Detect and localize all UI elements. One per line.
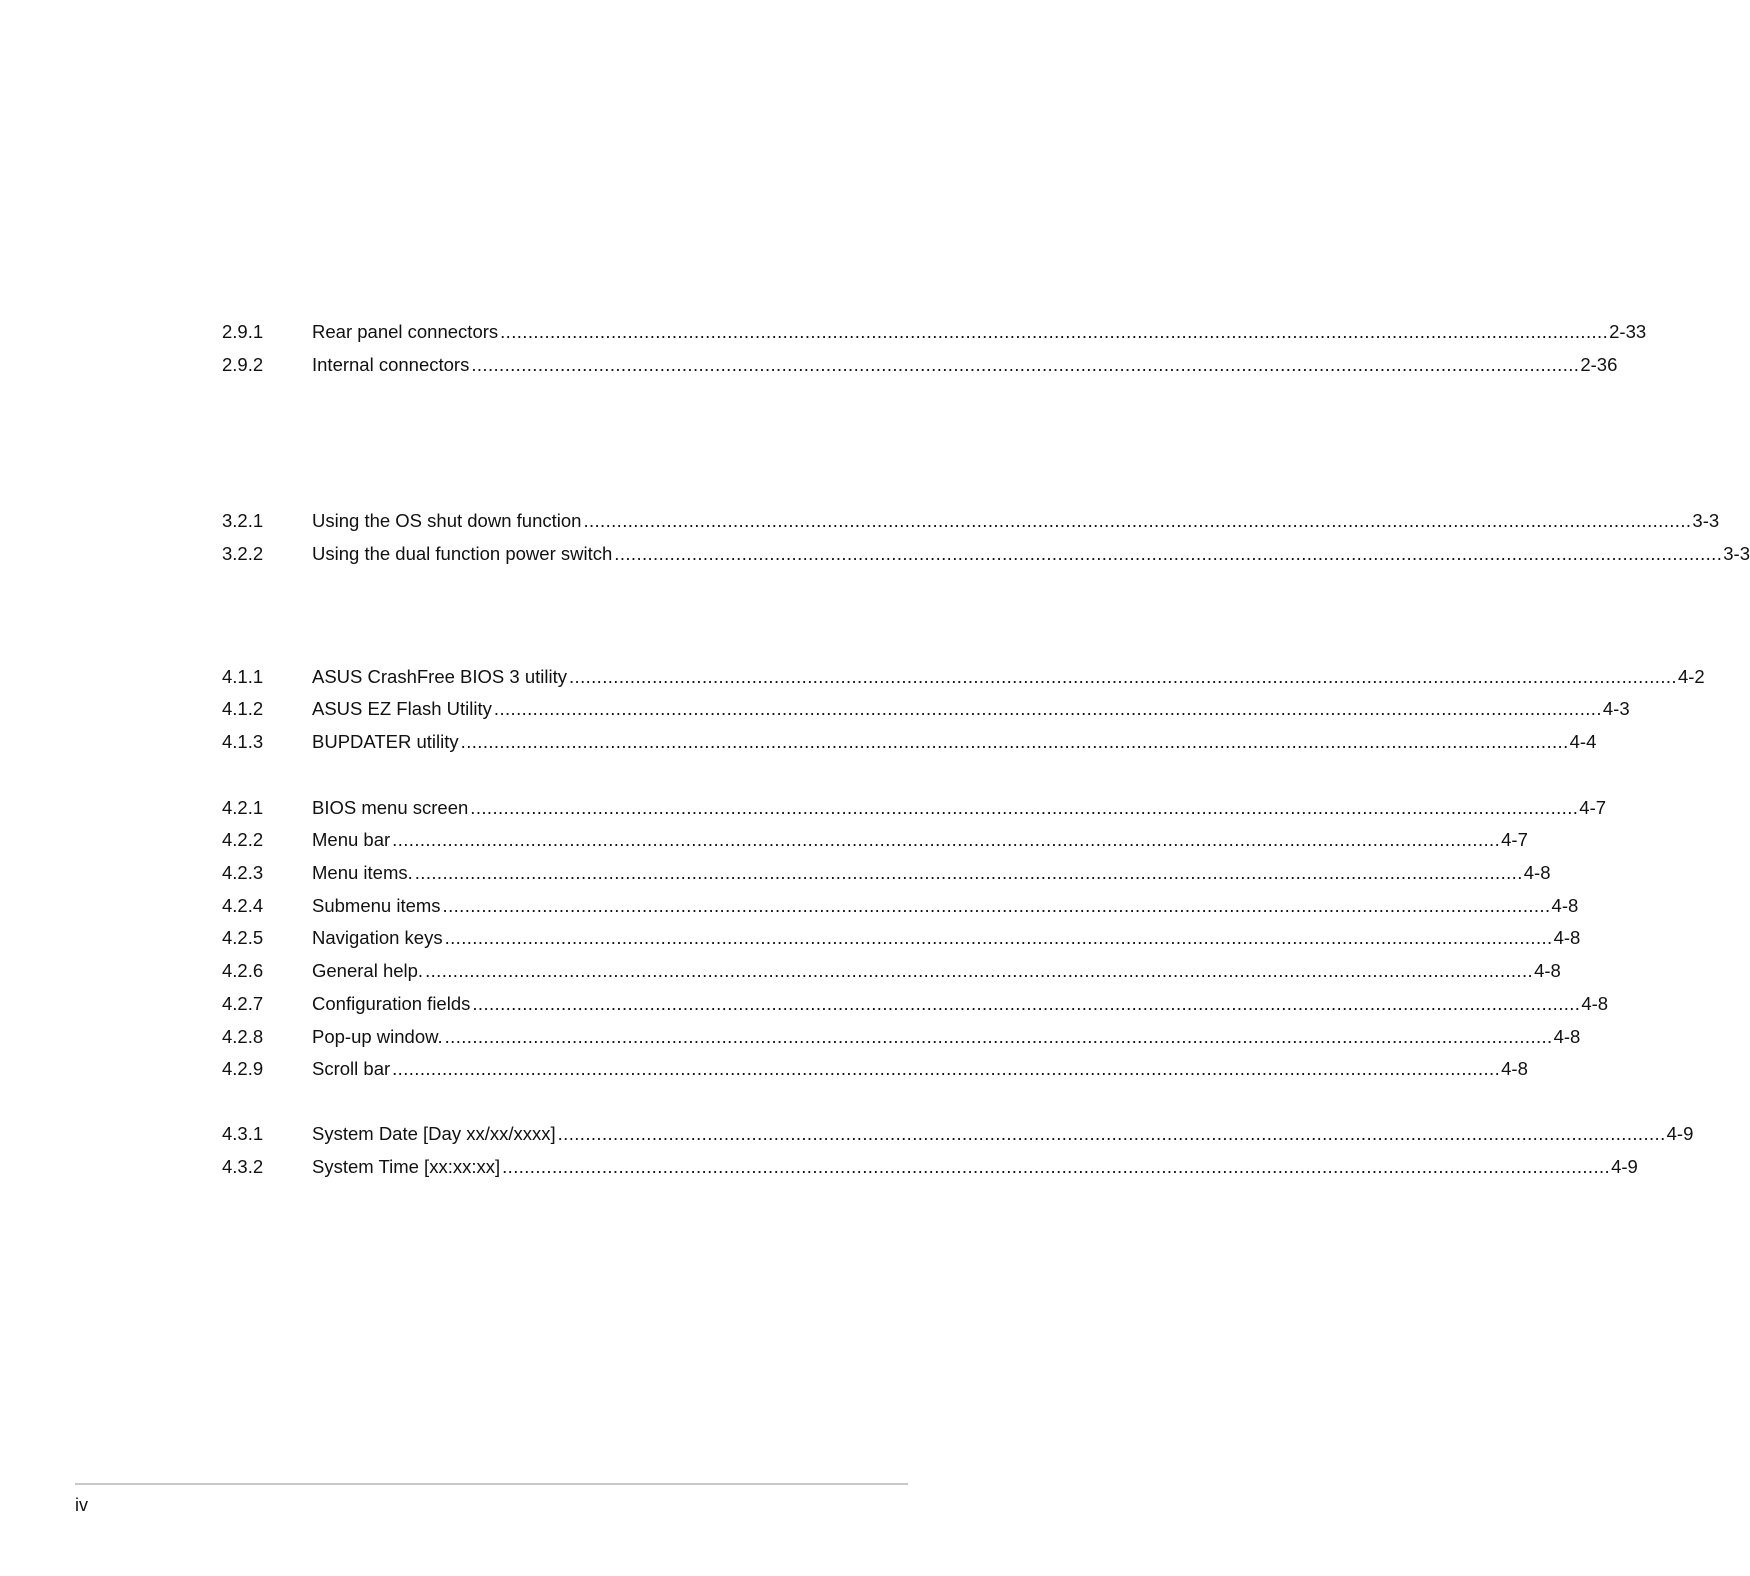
toc-dot-leader: ........................................................................................................................................................................................................ [444,1026,1553,1047]
toc-entry-number: 4.2.2 [222,829,264,850]
toc-entry-page: 4-7 [1501,829,1528,850]
toc-entry [222,508,1720,534]
toc-entry-number: 4.2.4 [222,895,264,916]
toc-entry-number: 4.1.1 [222,666,264,687]
toc-entry-number: 4.2.8 [222,1026,264,1047]
toc-entry-number: 4.2.6 [222,960,264,981]
toc-entry-number: 4.2.9 [222,1058,264,1079]
toc-entry [222,352,1618,378]
toc-entry-page: 2-36 [1580,354,1618,375]
toc-dot-leader: ........................................................................................................................................................................................................ [392,829,1501,850]
toc-entry-title: Navigation keys [312,927,443,948]
toc-entry [222,1154,1638,1180]
toc-entry-page: 4-8 [1553,1026,1581,1047]
toc-entry-title: BIOS menu screen [312,797,469,818]
page-number: iv [75,1495,88,1515]
toc-entry [222,925,1581,951]
toc-entry-page: 4-9 [1666,1123,1694,1144]
toc-entry-title: Using the dual function power switch [312,543,613,564]
toc-entry [222,958,1561,984]
toc-entry-title: Internal connectors [312,354,470,375]
toc-dot-leader: ........................................................................................................................................................................................................ [470,797,1579,818]
toc-entry-page: 2-33 [1609,321,1647,342]
toc-entry [222,541,1750,567]
toc-entry-page: 4-2 [1677,666,1705,687]
toc-entry-page: 3-3 [1723,543,1750,564]
toc-dot-leader: ........................................................................................................................................................................................................ [414,862,1523,883]
toc-entry [222,1024,1581,1050]
toc-entry-page: 4-8 [1534,960,1561,981]
toc-entry [222,860,1551,886]
toc-entry-title: General help. [312,960,424,981]
toc-entry-page: 4-8 [1553,927,1581,948]
toc-entry [222,729,1597,755]
toc-entry [222,1121,1694,1147]
toc-entry-number: 4.3.2 [222,1156,264,1177]
toc-dot-leader: ........................................................................................................................................................................................................ [493,698,1602,719]
toc-dot-leader: ........................................................................................................................................................................................................ [500,321,1609,342]
toc-entry-number: 4.2.3 [222,862,264,883]
toc-entry-title: BUPDATER utility [312,731,459,752]
toc-entry-number: 3.2.1 [222,510,264,531]
toc-entry-page: 4-8 [1523,862,1551,883]
toc-entry [222,827,1528,853]
toc-dot-leader: ........................................................................................................................................................................................................ [614,543,1723,564]
toc-entry [222,1056,1528,1082]
toc-entry-number: 4.2.7 [222,993,264,1014]
toc-dot-leader: ........................................................................................................................................................................................................ [557,1123,1666,1144]
toc-entry-page: 4-8 [1581,993,1609,1014]
toc-entry-page: 4-9 [1611,1156,1638,1177]
toc-entry-page: 4-4 [1569,731,1597,752]
toc-dot-leader: ........................................................................................................................................................................................................ [502,1156,1611,1177]
toc-entry-title: System Time [xx:xx:xx] [312,1156,501,1177]
toc-entry-number: 4.1.3 [222,731,264,752]
toc-entry-number: 4.3.1 [222,1123,264,1144]
toc-entry-title: Menu items. [312,862,413,883]
toc-entry-page: 4-3 [1602,698,1630,719]
toc-entry-page: 3-3 [1692,510,1720,531]
toc-entry-title: ASUS EZ Flash Utility [312,698,492,719]
toc-dot-leader: ........................................................................................................................................................................................................ [471,354,1580,375]
toc-dot-leader: ........................................................................................................................................................................................................ [444,927,1553,948]
toc-entry-number: 2.9.2 [222,354,264,375]
toc-entry-title: Scroll bar [312,1058,391,1079]
toc-entry-title: Using the OS shut down function [312,510,582,531]
toc-entry-title: Submenu items [312,895,441,916]
toc-entry-number: 3.2.2 [222,543,264,564]
toc-dot-leader: ........................................................................................................................................................................................................ [460,731,1569,752]
toc-entry [222,696,1630,722]
toc-entry-title: ASUS CrashFree BIOS 3 utility [312,666,567,687]
toc-dot-leader: ........................................................................................................................................................................................................ [392,1058,1501,1079]
toc-entry [222,319,1647,345]
toc-entry [222,795,1607,821]
toc-entry-page: 4-8 [1501,1058,1528,1079]
toc-entry-title: Pop-up window. [312,1026,443,1047]
toc-entry [222,664,1705,690]
toc-dot-leader: ........................................................................................................................................................................................................ [583,510,1692,531]
toc-entry-number: 4.1.2 [222,698,264,719]
toc-entry-title: Rear panel connectors [312,321,499,342]
footer-rule [75,1483,908,1485]
toc-entry-number: 4.2.5 [222,927,264,948]
toc-entry-page: 4-7 [1579,797,1607,818]
toc-entry-title: Configuration fields [312,993,471,1014]
toc-entry-number: 2.9.1 [222,321,264,342]
toc-dot-leader: ........................................................................................................................................................................................................ [425,960,1534,981]
toc-entry-page: 4-8 [1551,895,1579,916]
toc-dot-leader: ........................................................................................................................................................................................................ [568,666,1677,687]
toc-entry-number: 4.2.1 [222,797,264,818]
toc-entry-title: System Date [Day xx/xx/xxxx] [312,1123,556,1144]
toc-entry [222,893,1579,919]
toc-entry-title: Menu bar [312,829,391,850]
toc-dot-leader: ........................................................................................................................................................................................................ [442,895,1551,916]
toc-entry [222,991,1609,1017]
toc-dot-leader: ........................................................................................................................................................................................................ [472,993,1581,1014]
